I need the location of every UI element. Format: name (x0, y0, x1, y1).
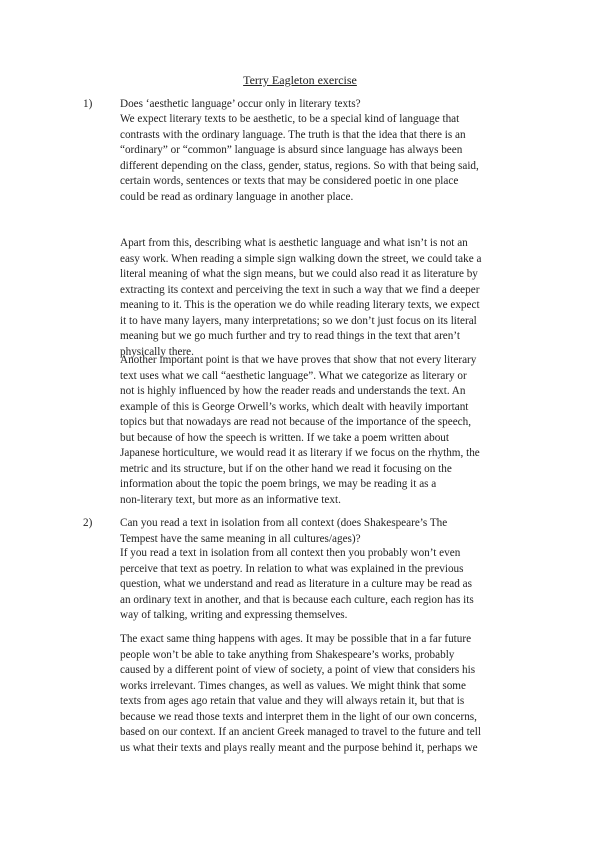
text-line: not is highly influenced by how the reader reads and understands the text. An (120, 385, 466, 397)
q2-paragraph-2 (120, 632, 520, 756)
heading-line: Does ‘aesthetic language’ occur only in literary texts? (120, 98, 361, 110)
question-1-heading (83, 97, 518, 113)
text-line: extracting its context and perceiving the text in such a way that we find a deeper (120, 283, 480, 296)
text-line: meaning but we go much further and try to read things in the text that aren’t (120, 330, 460, 342)
text-line: We expect literary texts to be aesthetic, to be a special kind of language that (120, 113, 460, 125)
question-number: 1) (83, 98, 93, 110)
text-line: Another important point is that we have proves that show that not every literary (120, 354, 477, 366)
text-line: literal meaning of what the sign means, but we could also read it as literature by (120, 268, 478, 280)
text-line: an ordinary text in another, and that is because each culture, each region has its (120, 593, 474, 606)
text-line: people won’t be able to take anything from Shakespeare’s works, probably (120, 648, 455, 661)
text-line: Apart from this, describing what is aesthetic language and what isn’t is not an (120, 237, 468, 249)
question-number: 2) (83, 517, 93, 529)
text-line: easy work. When reading a simple sign walking down the street, we could take a (120, 252, 482, 265)
q1-paragraph-2 (120, 236, 520, 360)
heading-line: Can you read a text in isolation from all context (does Shakespeare’s The (120, 517, 448, 529)
text-line: contrasts with the ordinary language. The truth is that the idea that there is an (120, 128, 466, 141)
text-line: texts from ages ago retain that value and they will always retain it, but that is (120, 695, 465, 707)
text-line: metric and its structure, but if on the other hand we read it focusing on the (120, 462, 452, 475)
text-line: it to have many layers, many interpretations; so we don’t just focus on its literal (120, 314, 477, 327)
text-line: example of this is George Orwell’s works, which dealt with heavily important (120, 400, 469, 413)
text-line: physically there. (120, 345, 194, 358)
text-line: “ordinary” or “common” language is absurd since language has always been (120, 144, 463, 156)
text-line: certain words, sentences or texts that may be considered poetic in one place (120, 175, 459, 187)
q1-paragraph-1 (120, 112, 520, 205)
text-line: If you read a text in isolation from all context then you probably won’t even (120, 547, 461, 559)
q1-paragraph-3 (120, 353, 520, 508)
text-line: Japanese horticulture, we would read it as literary if we focus on the rhythm, the (120, 447, 480, 459)
text-line: because we read those texts and interpret them in the light of our own concerns, (120, 710, 477, 723)
text-line: information about the topic the poem brings, we may be reading it as a (120, 478, 437, 490)
text-line: based on our context. If an ancient Greek managed to travel to the future and tell (120, 726, 481, 738)
text-line: topics but that nowadays are read not because of the importance of the speech, (120, 416, 472, 428)
text-line: question, what we understand and read as literature in a culture may be read as (120, 578, 472, 590)
text-line: The exact same thing happens with ages. It may be possible that in a far future (120, 633, 472, 645)
question-2-heading (83, 516, 518, 547)
text-line: caused by a different point of view of society, a point of view that considers his (120, 664, 476, 676)
text-line: us what their texts and plays really meant and the purpose behind it, perhaps we (120, 741, 478, 754)
text-line: meaning to it. This is the operation we do while reading literary texts, we expect (120, 299, 480, 311)
text-line: text uses what we call “aesthetic language”. What we categorize as literary or (120, 369, 467, 382)
text-line: but because of how the speech is written. If we take a poem written about (120, 431, 449, 444)
text-line: non-literary text, but more as an informative text. (120, 493, 341, 506)
page-title: Terry Eagleton exercise (243, 73, 357, 87)
text-line: different depending on the class, gender, status, regions. So with that being said, (120, 159, 479, 172)
text-line: perceive that text as poetry. In relation to what was explained in the previous (120, 562, 464, 575)
text-line: could be read as ordinary language in another place. (120, 190, 354, 203)
q2-paragraph-1 (120, 546, 520, 624)
text-line: works irrelevant. Times changes, as well as values. We might think that some (120, 679, 466, 692)
text-line: way of talking, writing and expressing themselves. (120, 609, 348, 621)
heading-line: Tempest have the same meaning in all cultures/ages)? (120, 532, 361, 545)
